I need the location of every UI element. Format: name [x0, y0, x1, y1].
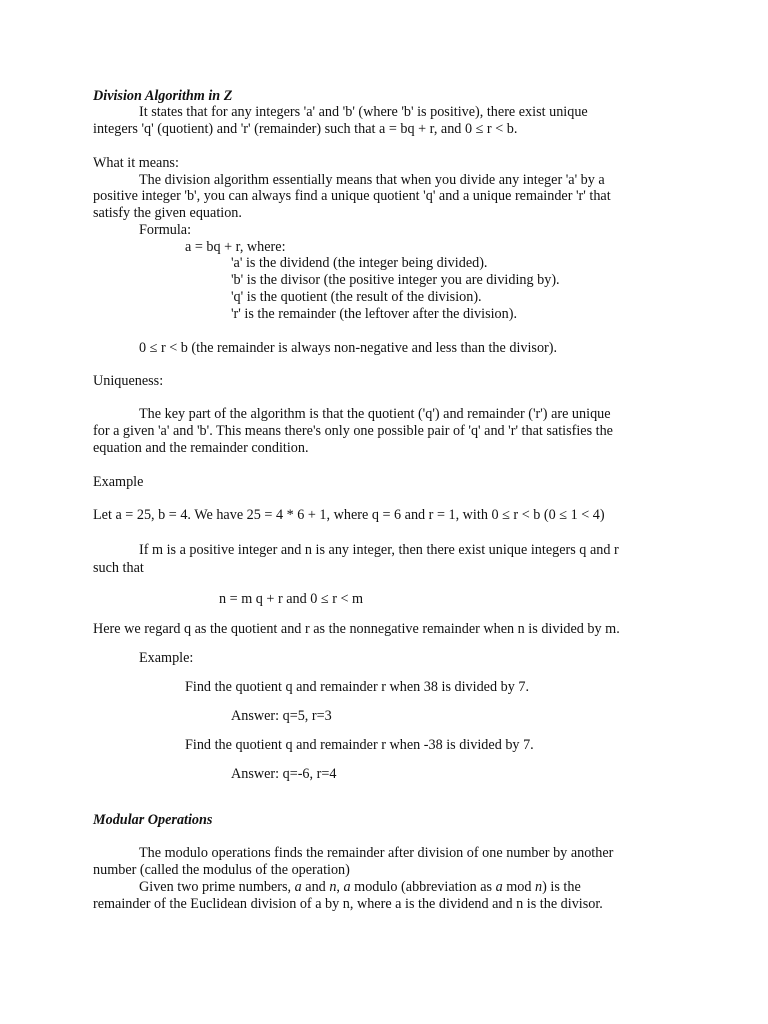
text-run: modulo (abbreviation as [350, 879, 496, 895]
paragraph-line: The key part of the algorithm is that the quotient ('q') and remainder ('r') are unique [139, 406, 611, 422]
subheading-example: Example [93, 474, 144, 490]
paragraph-line: equation and the remainder condition. [93, 440, 309, 456]
variable-a: a [294, 879, 302, 895]
example-text: Let a = 25, b = 4. We have 25 = 4 * 6 + 1, where q = 6 and r = 1, with 0 ≤ r < b (0 ≤ 1 < 4) [93, 507, 605, 523]
text-run: Given two prime numbers, [139, 879, 295, 895]
formula-label: Formula: [139, 222, 192, 238]
paragraph-line: number (called the modulus of the operation) [93, 862, 350, 878]
paragraph-line: satisfy the given equation. [93, 205, 242, 221]
theorem-line: such that [93, 560, 144, 576]
exercise-question: Find the quotient q and remainder r when 38 is divided by 7. [185, 679, 529, 695]
definition-remainder: 'r' is the remainder (the leftover after the division). [231, 306, 517, 322]
subheading-uniqueness: Uniqueness: [93, 373, 164, 389]
subheading-what-it-means: What it means: [93, 155, 179, 171]
variable-n: n [329, 879, 337, 895]
definition-quotient: 'q' is the quotient (the result of the division). [231, 289, 482, 305]
remainder-condition: 0 ≤ r < b (the remainder is always non-negative and less than the divisor). [139, 340, 558, 356]
paragraph-line: remainder of the Euclidean division of a by n, where a is the dividend and n is the divisor. [93, 896, 603, 912]
paragraph-line: positive integer 'b', you can always find a unique quotient 'q' and a unique remainder 'r' that [93, 188, 611, 204]
variable-n: n [535, 879, 543, 895]
definition-divisor: 'b' is the divisor (the positive integer you are dividing by). [231, 272, 560, 288]
exercise-answer: Answer: q=-6, r=4 [231, 766, 337, 782]
theorem-line: If m is a positive integer and n is any integer, then there exist unique integers q and r [139, 542, 619, 558]
subheading-example-2: Example: [139, 650, 194, 666]
section-heading-modular-operations: Modular Operations [93, 812, 213, 828]
text-run: mod [502, 879, 536, 895]
theorem-equation: n = m q + r and 0 ≤ r < m [219, 591, 364, 607]
definition-dividend: 'a' is the dividend (the integer being divided). [231, 255, 488, 271]
text-run: , [336, 879, 344, 895]
intro-line: integers 'q' (quotient) and 'r' (remainder) such that a = bq + r, and 0 ≤ r < b. [93, 121, 518, 137]
section-heading-division-algorithm: Division Algorithm in Z [93, 88, 233, 104]
text-run: ) is the [542, 879, 581, 895]
text-run: and [301, 879, 330, 895]
theorem-note: Here we regard q as the quotient and r as the nonnegative remainder when n is divided by m. [93, 621, 620, 637]
paragraph-line: The division algorithm essentially means that when you divide any integer 'a' by a [139, 172, 605, 188]
intro-line: It states that for any integers 'a' and 'b' (where 'b' is positive), there exist unique [139, 104, 588, 120]
formula: a = bq + r, where: [185, 239, 286, 255]
exercise-question: Find the quotient q and remainder r when -38 is divided by 7. [185, 737, 534, 753]
paragraph-line: for a given 'a' and 'b'. This means there's only one possible pair of 'q' and 'r' that satisfies the [93, 423, 613, 439]
paragraph-line-mixed [139, 879, 581, 896]
exercise-answer: Answer: q=5, r=3 [231, 708, 332, 724]
variable-a: a [495, 879, 503, 895]
paragraph-line: The modulo operations finds the remainder after division of one number by another [139, 845, 614, 861]
variable-a: a [343, 879, 351, 895]
